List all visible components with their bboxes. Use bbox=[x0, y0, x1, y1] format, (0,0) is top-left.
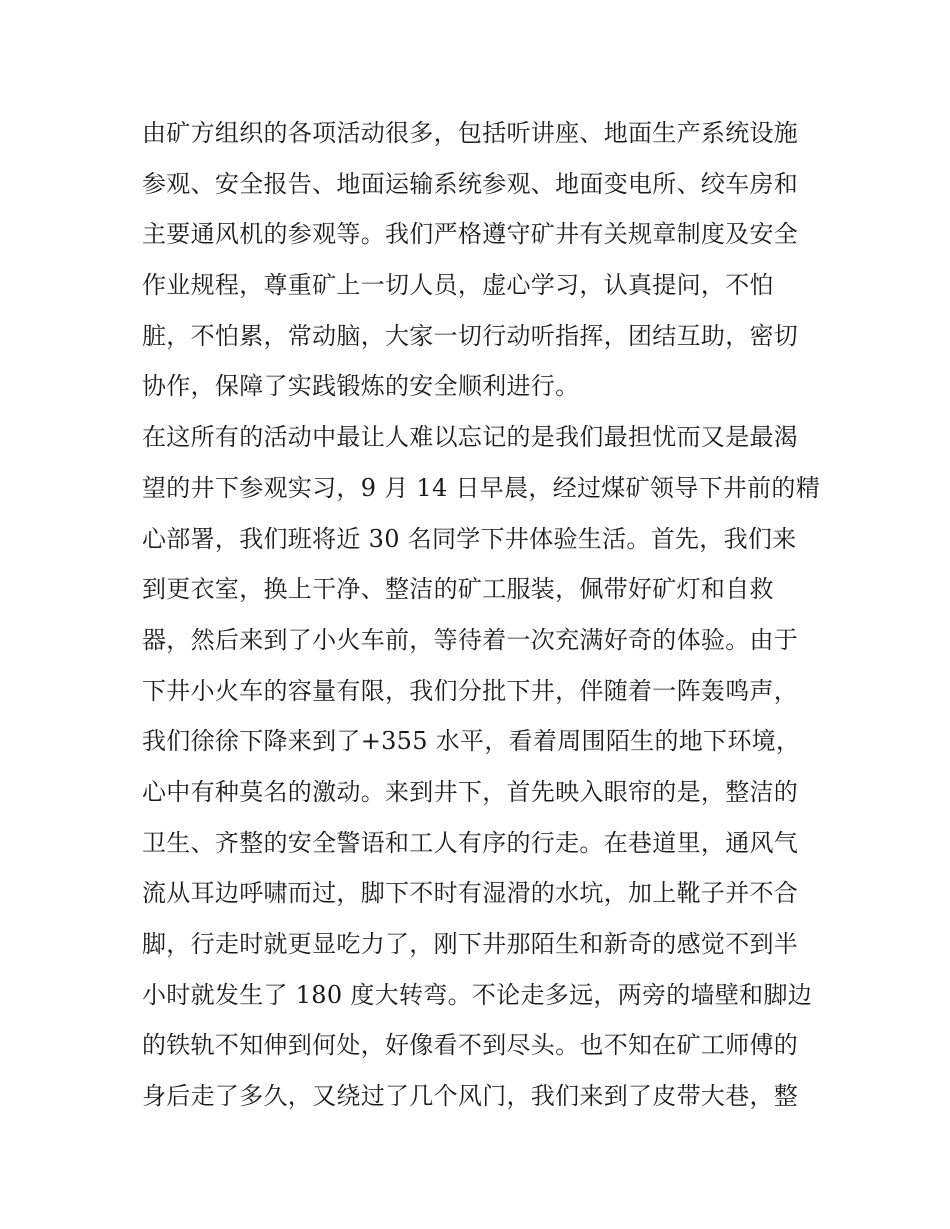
text-line: 参观、安全报告、地面运输系统参观、地面变电所、绞车房和 bbox=[142, 169, 799, 198]
text-line: 作业规程，尊重矿上一切人员，虚心学习，认真提问，不怕 bbox=[142, 271, 774, 300]
text-line: 到更衣室，换上干净、整洁的矿工服装，佩带好矿灯和自救 bbox=[142, 575, 774, 604]
text-line: 脚，行走时就更显吃力了，刚下井那陌生和新奇的感觉不到半 bbox=[142, 930, 799, 958]
text-line: 器，然后来到了小火车前，等待着一次充满好奇的体验。由于 bbox=[142, 625, 799, 654]
text-line: 心中有种莫名的激动。来到井下，首先映入眼帘的是，整洁的 bbox=[142, 777, 799, 806]
text-line: 主要通风机的参观等。我们严格遵守矿井有关规章制度及安全 bbox=[142, 220, 799, 249]
text-line: 脏，不怕累，常动脑，大家一切行动听指挥，团结互助，密切 bbox=[142, 321, 799, 350]
text-line: 心部署，我们班将近 30 名同学下井体验生活。首先，我们来 bbox=[142, 524, 797, 553]
text-line: 下井小火车的容量有限，我们分批下井，伴随着一阵轰鸣声， bbox=[142, 676, 799, 705]
text-line: 身后走了多久，又绕过了几个风门，我们来到了皮带大巷，整 bbox=[142, 1082, 799, 1111]
text-line: 我们徐徐下降来到了+355 水平，看着周围陌生的地下环境， bbox=[142, 727, 801, 756]
text-line: 流从耳边呼啸而过，脚下不时有湿滑的水坑，加上靴子并不合 bbox=[142, 879, 799, 908]
text-line: 卫生、齐整的安全警语和工人有序的行走。在巷道里，通风气 bbox=[142, 828, 799, 857]
text-line: 的铁轨不知伸到何处，好像看不到尽头。也不知在矿工师傅的 bbox=[142, 1031, 799, 1060]
text-line: 由矿方组织的各项活动很多，包括听讲座、地面生产系统设施 bbox=[142, 119, 799, 147]
body-text bbox=[142, 108, 822, 1122]
text-line: 协作，保障了实践锻炼的安全顺利进行。 bbox=[142, 372, 580, 401]
text-line: 望的井下参观实习，9 月 14 日早晨，经过煤矿领导下井前的精 bbox=[142, 473, 820, 502]
text-line: 小时就发生了 180 度大转弯。不论走多远，两旁的墙壁和脚边 bbox=[142, 980, 813, 1009]
text-line: 在这所有的活动中最让人难以忘记的是我们最担忧而又是最渴 bbox=[142, 423, 799, 452]
